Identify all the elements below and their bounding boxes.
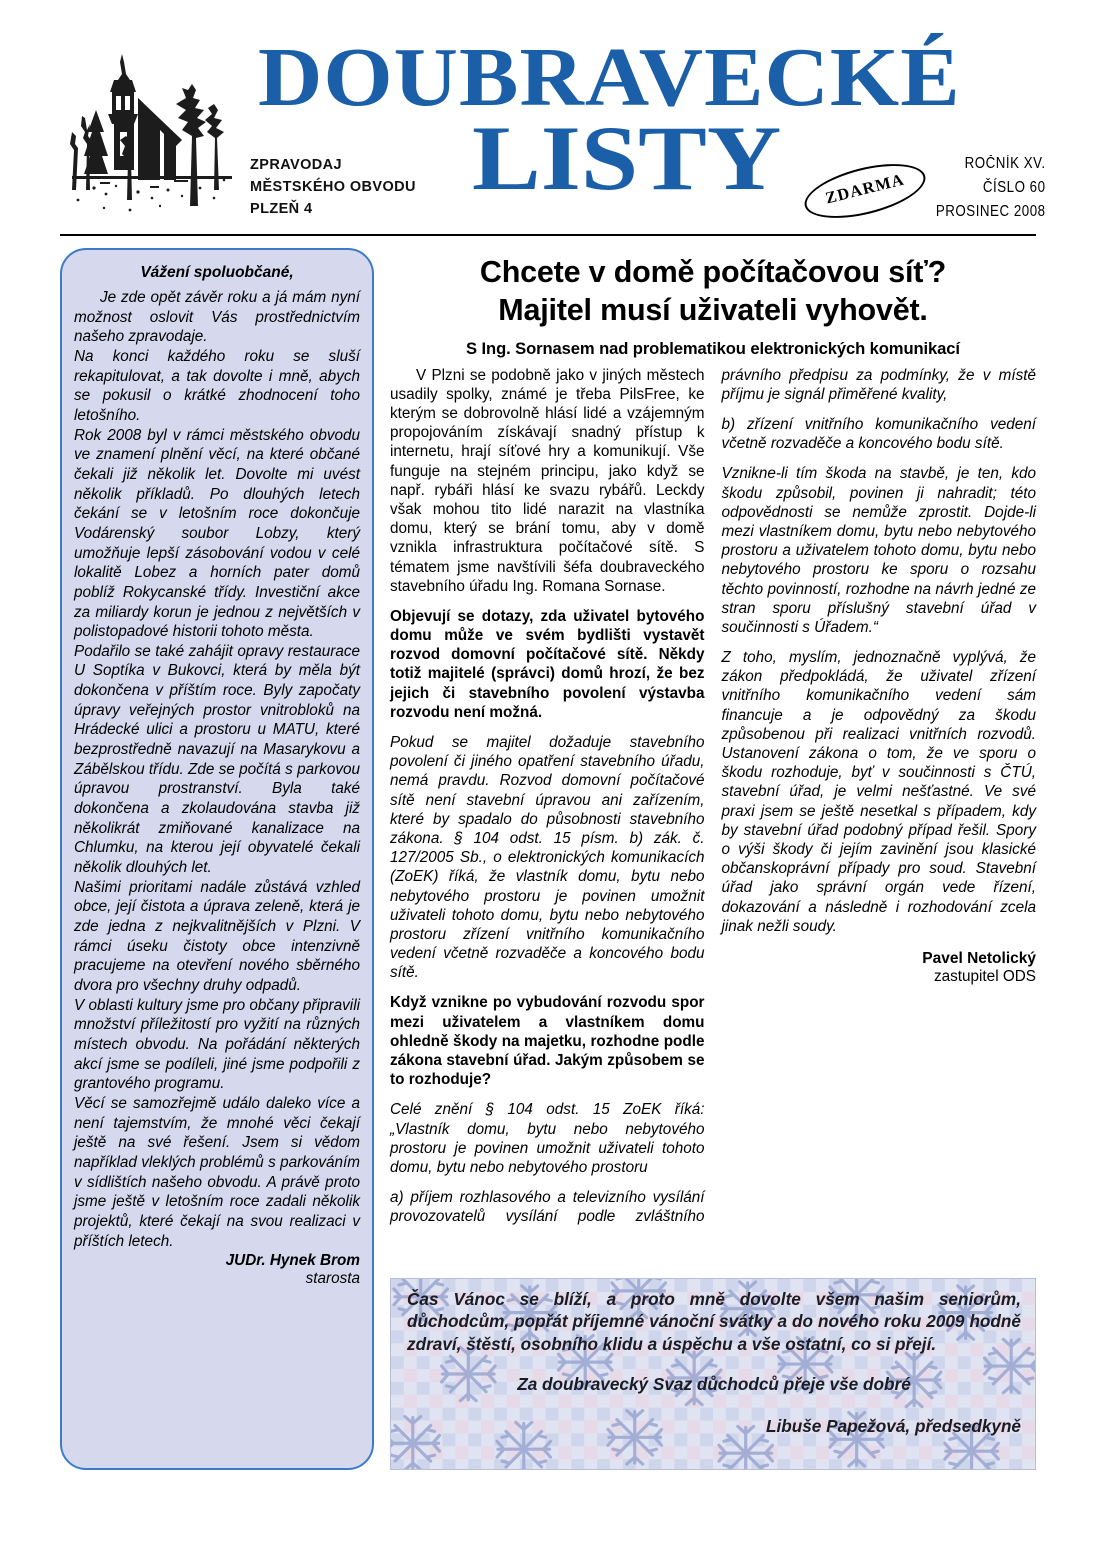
headline-line-1: Chcete v domě počítačovou síť? — [479, 255, 947, 289]
article-columns — [390, 366, 1036, 1232]
greeting-paragraph: Čas Vánoc se blíží, a proto mně dovolte všem našim seniorům, důchodcům, popřát příjemné vánoční svátky a do nového roku 2009 hodně zdraví, štěstí, osobního klidu a úspěchu a vše ostatní, co si přejí. — [407, 1289, 1021, 1354]
editorial-paragraph: Je zde opět závěr roku a já mám nyní možnost oslovit Vás prostřednictvím našeho zpravodaje. — [74, 289, 360, 346]
issue-date: PROSINEC 2008 — [936, 203, 1046, 221]
article-byline: Pavel Netolický — [922, 949, 1036, 967]
main-article — [390, 248, 1036, 1232]
subtitle-line-2: MĚSTSKÉHO OBVODU — [250, 179, 416, 196]
editorial-paragraph: V oblasti kultury jsme pro občany připravili množství příležitostí pro vyžití na různých místech obvodu. Na pořádání některých akcí jsme se podíleli, jiné jsme podpořili z grantového programu. — [74, 996, 360, 1093]
greeting-text-wrapper — [391, 1279, 1035, 1444]
masthead — [0, 0, 1094, 221]
editorial-paragraph: Podařilo se také zahájit opravy restaurace U Soptíka v Bukovci, která by měla být dokončena v příštím roce. Byly započaty úpravy veřejných prostor vnitrobloků na Hrádecké ulici a prostoru u MATU, které bezprostředně navazují na Masarykovu a Zábělskou třídu. Zde se počítá s parkovou úpravou prostranství. Byla také dokončena a zkolaudována stavba již několikrát zmiňované kanalizace na Chlumku, na kterou její obyvatelé čekali několik dlouhých let. — [74, 642, 360, 877]
interview-answer: Pokud se majitel dožaduje stavebního povolení či jiného opatření stavebního úřadu, nemá pravdu. Rozvod domovní počítačové sítě není stavební úpravou ani zařízením, které by spadalo do působnosti stavebního zákona. § 104 odst. 15 písm. b) zák. č. 127/2005 Sb., o elektronických komunikacích (ZoEK) říká, že vlastník domu, bytu nebo nebytového prostoru je povinen umožnit uživateli tohoto domu, bytu nebo nebytového prostoru zřízení vnitřního komunikačního vedení včetně rozvaděče a koncového bodu sítě. — [390, 734, 705, 982]
editorial-signature-role: starosta — [305, 1270, 360, 1288]
article-byline-role: zastupitel ODS — [933, 967, 1036, 985]
church-engraving-icon — [64, 40, 240, 226]
interview-answer: Celé znění § 104 odst. 15 ZoEK říká: „Vlastník domu, bytu nebo nebytového prostoru je povinen umožnit uživateli tohoto domu, bytu nebo nebytového prostoru — [390, 1101, 705, 1176]
interview-answer: Z toho, myslím, jednoznačně vyplývá, že zákon předpokládá, že uživatel zřízení vnitřního komunikačního vedení sám financuje a je odpovědný za škodu způsobenou při realizaci vnitřních rozvodů. Ustanovení zákona o tom, že ve sporu o škodu rozhoduje, byť v součinnosti s ČTÚ, stavební úřad, je velmi nešťastné. Ve své praxi jsem se ještě nesetkal s případem, kdy by stavební úřad podobný případ řešil. Spory o výši škody či jejím zavinění jsou klasické občanskoprávní případy pro soud. Stavební úřad jako správní orgán vede řízení, dokazování a následně i rozhodování zcela jinak nežli soudy. — [721, 649, 1036, 935]
nameplate-group — [250, 31, 1046, 222]
editorial-sidebar — [60, 248, 374, 1470]
greeting-signature: Libuše Papežová, předsedkyně — [765, 1416, 1021, 1437]
interview-answer: a) příjem rozhlasového a televizního vysílání provozovatelů vysílání podle zvláštního právního předpisu za podmínky, že v místě příjmu je signál přiměřené kvality, — [390, 366, 1036, 1226]
free-badge-label: ZDARMA — [823, 169, 907, 208]
subtitle-line-1: ZPRAVODAJ — [250, 157, 342, 173]
interview-answer: b) zřízení vnitřního komunikačního vedení včetně rozvaděče a koncového bodu sítě. — [721, 416, 1036, 453]
paper-title-line1: DOUBRAVECKÉ — [258, 31, 961, 124]
free-badge — [803, 168, 927, 214]
issue-number: ČÍSLO 60 — [983, 179, 1046, 197]
page-content — [60, 248, 1036, 1525]
interview-question: Objevují se dotazy, zda uživatel bytového domu může ve svém bydlišti vystavět rozvod domovní počítačové sítě. Někdy totiž majitelé (správci) domů hrozí, že bez jejich či stavebního povolení výstavba rozvodu není možná. — [390, 607, 705, 721]
headline-line-2: Majitel musí uživateli vyhovět. — [498, 292, 928, 327]
christmas-greeting-box — [390, 1278, 1036, 1470]
greeting-org-line: Za doubravecký Svaz důchodců přeje vše dobré — [517, 1374, 911, 1395]
subtitle-line-3: PLZEŇ 4 — [250, 201, 313, 218]
interview-question: Když vznikne po vybudování rozvodu spor mezi uživatelem a vlastníkem domu ohledně škody na majetku, rozhodne podle zákona stavební úřad. Jakým způsobem se to rozhoduje? — [390, 994, 705, 1089]
editorial-signature: JUDr. Hynek Brom — [225, 1252, 360, 1270]
article-lead-paragraph: V Plzni se podobně jako v jiných městech usadily spolky, známé je třeba PilsFree, ke kterým se dobrovolně hlásí lidé a vzájemným propojováním získávají snadný přístup k internetu, hrají síťové hry a komunikují. Vše funguje na stejném principu, jako když se např. rybáři hlásí ke svazu rybářů. Leckdy však mohou tito lidé narazit na vlastníka domu, který se brání tomu, aby v domě vznikla infrastruktura počítačové sítě. S tématem jsme navštívili šéfa doubraveckého stavebního úřadu Ing. Romana Sornase. — [390, 366, 705, 595]
interview-answer: Vznikne-li tím škoda na stavbě, je ten, kdo škodu způsobil, povinen ji nahradit; této odpovědnosti se nemůže zprostit. Dojde-li mezi vlastníkem domu, bytu nebo nebytového prostoru a uživatelem tohoto domu, bytu nebo nebytového prostoru ke sporu o rozsahu těchto povinností, rozhodne na návrh jedné ze stran sporu příslušný stavební úřad v součinnosti s Úřadem.“ — [721, 465, 1036, 636]
masthead-subtitle — [250, 154, 416, 220]
issue-volume: ROČNÍK XV. — [965, 155, 1046, 172]
paper-title-line2: LISTY — [472, 107, 782, 209]
editorial-paragraph: Našimi prioritami nadále zůstává vzhled obce, její čistota a úprava zeleně, která je zde jedna z nejkvalitnějších v Plzni. V rámci úseku čistoty obce intenzivně pracujeme na otevření nového sběrného dvora pro všechny druhy odpadů. — [74, 878, 360, 994]
editorial-paragraph: Rok 2008 byl v rámci městského obvodu ve znamení plnění věcí, na které občané čekali již několik let. Dovolte mi uvést několik příkladů. Po dlouhých letech čekání se v letošním roce dokončuje Vodárenský soubor Lobzy, který umožňuje lepší zásobování vodou v celé lokalitě Lobez a horních pater domů poblíž Rokycanské třídy. Investiční akce za miliardy korun je jednou z největších v polistopadové historii tohoto města. — [74, 426, 360, 641]
article-headline — [390, 254, 1036, 330]
editorial-title: Vážení spoluobčané, — [140, 264, 294, 281]
article-deck: S Ing. Sornasem nad problematikou elektronických komunikací — [466, 338, 960, 358]
issue-info — [936, 152, 1046, 225]
editorial-paragraph: Na konci každého roku se sluší rekapitulovat, a tak dovolte i mně, abych se pokusil o krátké zhodnocení toho letošního. — [74, 347, 360, 424]
masthead-divider — [60, 234, 1036, 236]
editorial-paragraph: Věcí se samozřejmě událo daleko více a není tajemstvím, že mnohé věci čekají ještě na své řešení. Jsem si vědom například vleklých problémů s parkováním v sídlištích našeho obvodu. A právě proto jsme ještě v letošním roce zadali několik projektů, které čekají na svou realizaci v příštích letech. — [74, 1094, 360, 1250]
